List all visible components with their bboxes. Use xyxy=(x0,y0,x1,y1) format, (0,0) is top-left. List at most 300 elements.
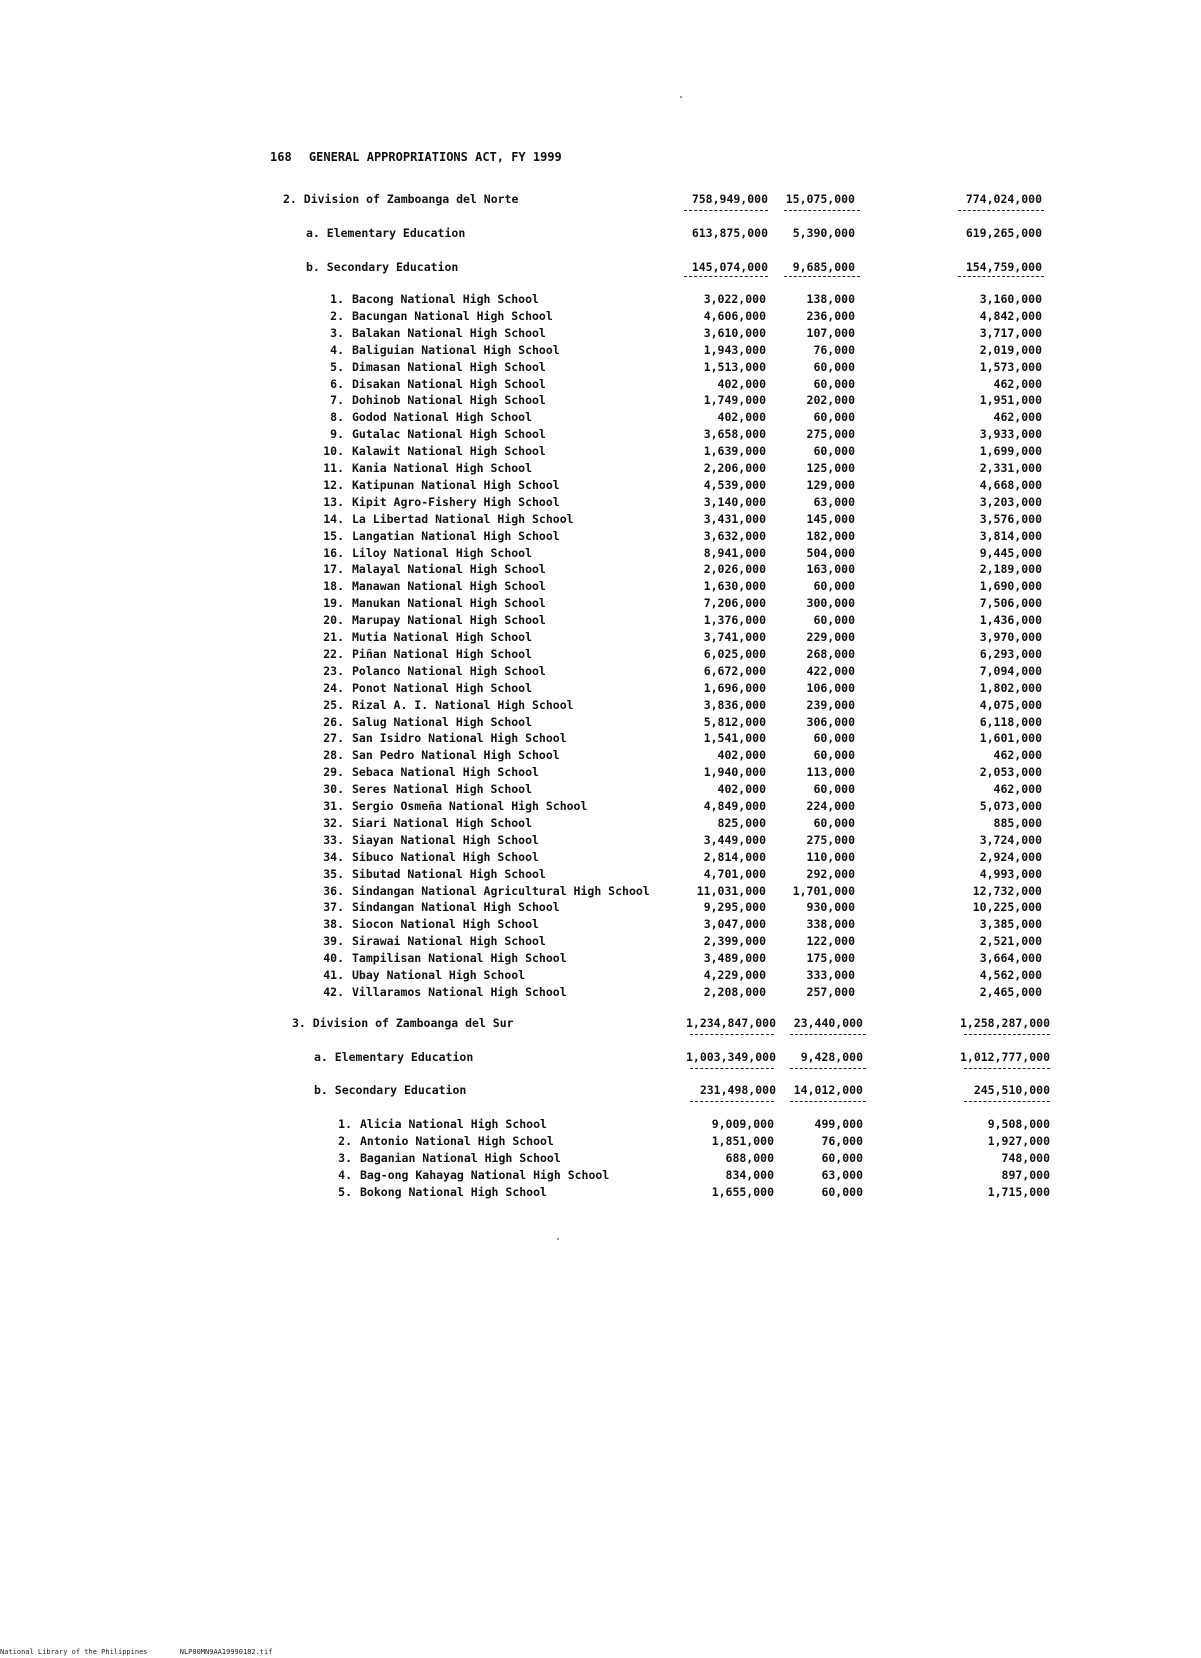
amount-column-2: 76,000 xyxy=(813,342,855,357)
total-column: 2,465,000 xyxy=(979,984,1042,999)
amount-column-1: 3,022,000 xyxy=(703,292,766,306)
amount-column-1: 834,000 xyxy=(725,1167,774,1182)
amount-column-2: 257,000 xyxy=(806,984,855,999)
school-row xyxy=(0,528,1201,544)
amount-column-1: 231,498,000 xyxy=(699,1083,776,1097)
school-row xyxy=(0,376,1201,392)
scan-speck xyxy=(557,1238,559,1240)
school-name: Sebaca National High School xyxy=(352,765,539,780)
school-number: 30. xyxy=(323,782,344,797)
amount-column-2: 60,000 xyxy=(813,376,855,391)
total-column: 3,385,000 xyxy=(979,917,1042,932)
total-column: 2,189,000 xyxy=(979,562,1042,577)
amount-column-2: 113,000 xyxy=(806,765,855,780)
amount-column-1: 1,541,000 xyxy=(703,731,766,746)
amount-column-1: 402,000 xyxy=(717,376,766,391)
school-number: 40. xyxy=(323,951,344,966)
school-name: Disakan National High School xyxy=(352,376,546,391)
school-name: Alicia National High School xyxy=(360,1117,547,1131)
school-number: 7. xyxy=(330,393,344,408)
table-row xyxy=(0,191,1201,207)
total-column: 1,715,000 xyxy=(987,1184,1050,1199)
school-name: La Libertad National High School xyxy=(352,511,574,526)
amount-column-2: 23,440,000 xyxy=(793,1016,863,1030)
amount-column-1: 402,000 xyxy=(717,782,766,797)
school-number: 26. xyxy=(323,714,344,729)
dashed-rule xyxy=(784,276,860,277)
school-row xyxy=(0,984,1201,1000)
scan-filename: NLP00MN9AA19990182.tif xyxy=(179,1648,273,1656)
school-name: Mutia National High School xyxy=(352,630,533,644)
row-label: 3. Division of Zamboanga del Sur xyxy=(292,1016,514,1030)
amount-column-1: 3,047,000 xyxy=(703,917,766,932)
school-number: 16. xyxy=(323,545,344,560)
school-number: 39. xyxy=(323,934,344,949)
school-row xyxy=(0,916,1201,932)
total-column: 4,842,000 xyxy=(979,308,1042,323)
amount-column-2: 163,000 xyxy=(806,562,855,577)
school-number: 10. xyxy=(323,444,344,459)
total-column: 619,265,000 xyxy=(965,226,1042,240)
amount-column-1: 1,851,000 xyxy=(711,1133,774,1148)
amount-column-1: 758,949,000 xyxy=(691,192,768,206)
amount-column-1: 3,741,000 xyxy=(703,630,766,644)
school-number: 13. xyxy=(323,494,344,509)
total-column: 1,258,287,000 xyxy=(959,1016,1050,1030)
row-label: b. Secondary Education xyxy=(306,260,459,274)
amount-column-2: 60,000 xyxy=(813,748,855,763)
total-column: 748,000 xyxy=(1001,1150,1050,1165)
school-row xyxy=(0,595,1201,611)
school-number: 22. xyxy=(323,646,344,661)
school-row xyxy=(0,1150,1201,1166)
amount-column-2: 106,000 xyxy=(806,680,855,695)
amount-column-1: 1,940,000 xyxy=(703,765,766,780)
total-column: 9,508,000 xyxy=(987,1117,1050,1131)
school-number: 5. xyxy=(338,1184,352,1199)
total-column: 3,203,000 xyxy=(979,494,1042,509)
amount-column-1: 1,655,000 xyxy=(711,1184,774,1199)
total-column: 897,000 xyxy=(1001,1167,1050,1182)
school-name: Ubay National High School xyxy=(352,968,526,982)
school-number: 42. xyxy=(323,984,344,999)
amount-column-2: 60,000 xyxy=(813,613,855,628)
amount-column-2: 63,000 xyxy=(821,1167,863,1182)
amount-column-2: 229,000 xyxy=(806,630,855,644)
amount-column-1: 1,749,000 xyxy=(703,393,766,408)
school-number: 2. xyxy=(330,308,344,323)
dashed-rule xyxy=(964,1101,1050,1102)
school-name: Sibuco National High School xyxy=(352,849,539,864)
amount-column-2: 268,000 xyxy=(806,646,855,661)
total-column: 462,000 xyxy=(993,748,1042,763)
amount-column-1: 8,941,000 xyxy=(703,545,766,560)
row-label: a. Elementary Education xyxy=(306,226,466,240)
school-number: 4. xyxy=(330,342,344,357)
school-number: 28. xyxy=(323,748,344,763)
amount-column-1: 4,229,000 xyxy=(703,968,766,982)
amount-column-2: 182,000 xyxy=(806,528,855,543)
school-name: Dimasan National High School xyxy=(352,359,546,374)
school-row xyxy=(0,291,1201,307)
amount-column-2: 306,000 xyxy=(806,714,855,729)
school-name: Sergio Osmeña National High School xyxy=(352,799,588,813)
school-row xyxy=(0,663,1201,679)
total-column: 5,073,000 xyxy=(979,799,1042,813)
school-name: Kipit Agro-Fishery High School xyxy=(352,494,560,509)
amount-column-2: 236,000 xyxy=(806,308,855,323)
school-name: Seres National High School xyxy=(352,782,533,797)
amount-column-1: 825,000 xyxy=(717,815,766,830)
school-number: 1. xyxy=(330,292,344,306)
total-column: 4,562,000 xyxy=(979,968,1042,982)
school-number: 18. xyxy=(323,579,344,594)
total-column: 462,000 xyxy=(993,410,1042,425)
amount-column-2: 107,000 xyxy=(806,325,855,340)
school-row xyxy=(0,443,1201,459)
amount-column-1: 4,539,000 xyxy=(703,477,766,492)
amount-column-1: 3,489,000 xyxy=(703,951,766,966)
amount-column-1: 6,672,000 xyxy=(703,663,766,678)
amount-column-1: 2,399,000 xyxy=(703,934,766,949)
school-name: Siocon National High School xyxy=(352,917,539,932)
amount-column-1: 2,814,000 xyxy=(703,849,766,864)
amount-column-2: 110,000 xyxy=(806,849,855,864)
dashed-rule xyxy=(690,1068,774,1069)
amount-column-1: 1,943,000 xyxy=(703,342,766,357)
school-name: Baliguian National High School xyxy=(352,342,560,357)
school-row xyxy=(0,883,1201,899)
dashed-rule xyxy=(790,1034,866,1035)
total-column: 1,436,000 xyxy=(979,613,1042,628)
amount-column-1: 688,000 xyxy=(725,1150,774,1165)
school-name: Piñan National High School xyxy=(352,646,533,661)
total-column: 885,000 xyxy=(993,815,1042,830)
school-name: Bokong National High School xyxy=(360,1184,547,1199)
amount-column-1: 4,606,000 xyxy=(703,308,766,323)
school-row xyxy=(0,494,1201,510)
total-column: 462,000 xyxy=(993,376,1042,391)
school-row xyxy=(0,1116,1201,1132)
school-row xyxy=(0,866,1201,882)
school-name: Baganian National High School xyxy=(360,1150,561,1165)
school-row xyxy=(0,832,1201,848)
total-column: 3,933,000 xyxy=(979,427,1042,442)
school-name: Liloy National High School xyxy=(352,545,533,560)
total-column: 3,724,000 xyxy=(979,832,1042,847)
school-number: 9. xyxy=(330,427,344,442)
amount-column-2: 125,000 xyxy=(806,461,855,475)
school-row xyxy=(0,1167,1201,1183)
amount-column-2: 63,000 xyxy=(813,494,855,509)
amount-column-1: 5,812,000 xyxy=(703,714,766,729)
school-name: Sindangan National Agricultural High School xyxy=(352,883,650,898)
school-name: Godod National High School xyxy=(352,410,533,425)
amount-column-2: 504,000 xyxy=(806,545,855,560)
amount-column-1: 3,658,000 xyxy=(703,427,766,442)
school-number: 36. xyxy=(323,883,344,898)
amount-column-2: 333,000 xyxy=(806,968,855,982)
total-column: 154,759,000 xyxy=(965,260,1042,274)
school-number: 34. xyxy=(323,849,344,864)
total-column: 2,924,000 xyxy=(979,849,1042,864)
school-name: Kania National High School xyxy=(352,461,533,475)
total-column: 2,019,000 xyxy=(979,342,1042,357)
school-row xyxy=(0,308,1201,324)
school-row xyxy=(0,359,1201,375)
amount-column-2: 9,685,000 xyxy=(792,260,855,274)
school-name: Tampilisan National High School xyxy=(352,951,567,966)
amount-column-1: 7,206,000 xyxy=(703,596,766,611)
school-row xyxy=(0,714,1201,730)
page-title: GENERAL APPROPRIATIONS ACT, FY 1999 xyxy=(308,150,562,164)
school-name: Polanco National High School xyxy=(352,663,546,678)
school-row xyxy=(0,933,1201,949)
total-column: 1,699,000 xyxy=(979,444,1042,459)
school-number: 15. xyxy=(323,528,344,543)
amount-column-2: 224,000 xyxy=(806,799,855,813)
school-number: 35. xyxy=(323,866,344,881)
amount-column-1: 1,630,000 xyxy=(703,579,766,594)
school-number: 14. xyxy=(323,511,344,526)
total-column: 1,690,000 xyxy=(979,579,1042,594)
school-row xyxy=(0,612,1201,628)
school-row xyxy=(0,1184,1201,1200)
school-number: 41. xyxy=(323,968,344,982)
total-column: 2,521,000 xyxy=(979,934,1042,949)
school-number: 38. xyxy=(323,917,344,932)
school-row xyxy=(0,426,1201,442)
table-row xyxy=(0,225,1201,241)
row-label: a. Elementary Education xyxy=(314,1050,474,1064)
school-number: 17. xyxy=(323,562,344,577)
amount-column-2: 14,012,000 xyxy=(793,1083,863,1097)
school-row xyxy=(0,578,1201,594)
school-name: Siari National High School xyxy=(352,815,533,830)
school-row xyxy=(0,764,1201,780)
total-column: 1,573,000 xyxy=(979,359,1042,374)
amount-column-1: 1,696,000 xyxy=(703,680,766,695)
school-number: 6. xyxy=(330,376,344,391)
total-column: 1,601,000 xyxy=(979,731,1042,746)
amount-column-2: 1,701,000 xyxy=(792,883,855,898)
school-row xyxy=(0,967,1201,983)
dashed-rule xyxy=(964,1034,1050,1035)
school-name: Langatian National High School xyxy=(352,528,560,543)
dashed-rule xyxy=(958,276,1044,277)
school-row xyxy=(0,730,1201,746)
school-name: Salug National High School xyxy=(352,714,533,729)
total-column: 1,012,777,000 xyxy=(959,1050,1050,1064)
amount-column-2: 122,000 xyxy=(806,934,855,949)
school-row xyxy=(0,392,1201,408)
amount-column-2: 145,000 xyxy=(806,511,855,526)
amount-column-1: 145,074,000 xyxy=(691,260,768,274)
total-column: 7,506,000 xyxy=(979,596,1042,611)
school-name: Balakan National High School xyxy=(352,325,546,340)
amount-column-2: 60,000 xyxy=(813,410,855,425)
amount-column-2: 60,000 xyxy=(821,1150,863,1165)
amount-column-1: 402,000 xyxy=(717,410,766,425)
dashed-rule xyxy=(790,1101,866,1102)
total-column: 6,118,000 xyxy=(979,714,1042,729)
total-column: 3,970,000 xyxy=(979,630,1042,644)
amount-column-1: 2,208,000 xyxy=(703,984,766,999)
school-name: Dohinob National High School xyxy=(352,393,546,408)
amount-column-1: 613,875,000 xyxy=(691,226,768,240)
table-row xyxy=(0,259,1201,275)
school-row xyxy=(0,460,1201,476)
school-name: Villaramos National High School xyxy=(352,984,567,999)
school-row xyxy=(0,781,1201,797)
amount-column-1: 2,026,000 xyxy=(703,562,766,577)
amount-column-2: 9,428,000 xyxy=(800,1050,863,1064)
row-label: 2. Division of Zamboanga del Norte xyxy=(283,192,519,206)
school-row xyxy=(0,747,1201,763)
school-row xyxy=(0,849,1201,865)
total-column: 3,664,000 xyxy=(979,951,1042,966)
school-number: 3. xyxy=(330,325,344,340)
amount-column-1: 3,140,000 xyxy=(703,494,766,509)
page-number: 168 xyxy=(270,150,292,164)
amount-column-1: 4,849,000 xyxy=(703,799,766,813)
amount-column-2: 60,000 xyxy=(813,444,855,459)
total-column: 2,331,000 xyxy=(979,461,1042,475)
amount-column-2: 239,000 xyxy=(806,697,855,712)
school-name: Sibutad National High School xyxy=(352,866,546,881)
school-row xyxy=(0,815,1201,831)
amount-column-1: 1,513,000 xyxy=(703,359,766,374)
school-number: 1. xyxy=(338,1117,352,1131)
amount-column-2: 499,000 xyxy=(814,1117,863,1131)
school-name: Antonio National High School xyxy=(360,1133,554,1148)
table-row xyxy=(0,1049,1201,1065)
amount-column-1: 11,031,000 xyxy=(696,883,766,898)
school-number: 33. xyxy=(323,832,344,847)
library-credit: National Library of the Philippines xyxy=(0,1648,148,1656)
school-row xyxy=(0,680,1201,696)
amount-column-2: 138,000 xyxy=(806,292,855,306)
total-column: 774,024,000 xyxy=(965,192,1042,206)
school-number: 23. xyxy=(323,663,344,678)
school-number: 11. xyxy=(323,461,344,475)
amount-column-1: 3,449,000 xyxy=(703,832,766,847)
total-column: 6,293,000 xyxy=(979,646,1042,661)
total-column: 12,732,000 xyxy=(972,883,1042,898)
school-number: 8. xyxy=(330,410,344,425)
school-row xyxy=(0,477,1201,493)
dashed-rule xyxy=(964,1068,1050,1069)
total-column: 7,094,000 xyxy=(979,663,1042,678)
school-name: Rizal A. I. National High School xyxy=(352,697,574,712)
amount-column-1: 3,836,000 xyxy=(703,697,766,712)
amount-column-2: 275,000 xyxy=(806,832,855,847)
school-row xyxy=(0,1133,1201,1149)
total-column: 4,075,000 xyxy=(979,697,1042,712)
page-header xyxy=(270,150,562,164)
amount-column-2: 202,000 xyxy=(806,393,855,408)
amount-column-2: 5,390,000 xyxy=(792,226,855,240)
amount-column-2: 60,000 xyxy=(821,1184,863,1199)
school-row xyxy=(0,342,1201,358)
school-number: 37. xyxy=(323,900,344,915)
amount-column-1: 1,639,000 xyxy=(703,444,766,459)
school-number: 32. xyxy=(323,815,344,830)
school-row xyxy=(0,646,1201,662)
dashed-rule xyxy=(684,276,768,277)
school-number: 20. xyxy=(323,613,344,628)
dashed-rule xyxy=(684,210,768,211)
school-number: 31. xyxy=(323,799,344,813)
school-name: Manawan National High School xyxy=(352,579,546,594)
school-name: Kalawit National High School xyxy=(352,444,546,459)
school-row xyxy=(0,409,1201,425)
dashed-rule xyxy=(790,1068,866,1069)
total-column: 9,445,000 xyxy=(979,545,1042,560)
amount-column-2: 60,000 xyxy=(813,359,855,374)
dashed-rule xyxy=(690,1101,774,1102)
amount-column-1: 2,206,000 xyxy=(703,461,766,475)
school-number: 24. xyxy=(323,680,344,695)
amount-column-1: 4,701,000 xyxy=(703,866,766,881)
school-name: Bacungan National High School xyxy=(352,308,553,323)
school-number: 21. xyxy=(323,630,344,644)
school-row xyxy=(0,629,1201,645)
school-number: 5. xyxy=(330,359,344,374)
total-column: 462,000 xyxy=(993,782,1042,797)
school-name: Siayan National High School xyxy=(352,832,539,847)
school-number: 25. xyxy=(323,697,344,712)
school-name: Ponot National High School xyxy=(352,680,533,695)
school-row xyxy=(0,511,1201,527)
school-number: 2. xyxy=(338,1133,352,1148)
school-number: 29. xyxy=(323,765,344,780)
school-name: Bag-ong Kahayag National High School xyxy=(360,1167,610,1182)
school-name: Sirawai National High School xyxy=(352,934,546,949)
school-row xyxy=(0,561,1201,577)
amount-column-1: 9,295,000 xyxy=(703,900,766,915)
amount-column-2: 422,000 xyxy=(806,663,855,678)
amount-column-2: 15,075,000 xyxy=(785,192,855,206)
school-name: San Isidro National High School xyxy=(352,731,567,746)
total-column: 1,927,000 xyxy=(987,1133,1050,1148)
school-name: Sindangan National High School xyxy=(352,900,560,915)
amount-column-2: 60,000 xyxy=(813,579,855,594)
dashed-rule xyxy=(690,1034,774,1035)
amount-column-2: 175,000 xyxy=(806,951,855,966)
amount-column-1: 3,610,000 xyxy=(703,325,766,340)
total-column: 1,802,000 xyxy=(979,680,1042,695)
school-number: 3. xyxy=(338,1150,352,1165)
amount-column-2: 292,000 xyxy=(806,866,855,881)
total-column: 2,053,000 xyxy=(979,765,1042,780)
school-row xyxy=(0,899,1201,915)
school-row xyxy=(0,325,1201,341)
school-row xyxy=(0,950,1201,966)
amount-column-1: 402,000 xyxy=(717,748,766,763)
school-name: Gutalac National High School xyxy=(352,427,546,442)
amount-column-2: 275,000 xyxy=(806,427,855,442)
scan-footer xyxy=(0,1648,300,1656)
school-row xyxy=(0,798,1201,814)
amount-column-1: 6,025,000 xyxy=(703,646,766,661)
row-label: b. Secondary Education xyxy=(314,1083,467,1097)
school-row xyxy=(0,545,1201,561)
amount-column-2: 60,000 xyxy=(813,782,855,797)
amount-column-2: 129,000 xyxy=(806,477,855,492)
amount-column-1: 1,003,349,000 xyxy=(685,1050,776,1064)
dashed-rule xyxy=(784,210,860,211)
